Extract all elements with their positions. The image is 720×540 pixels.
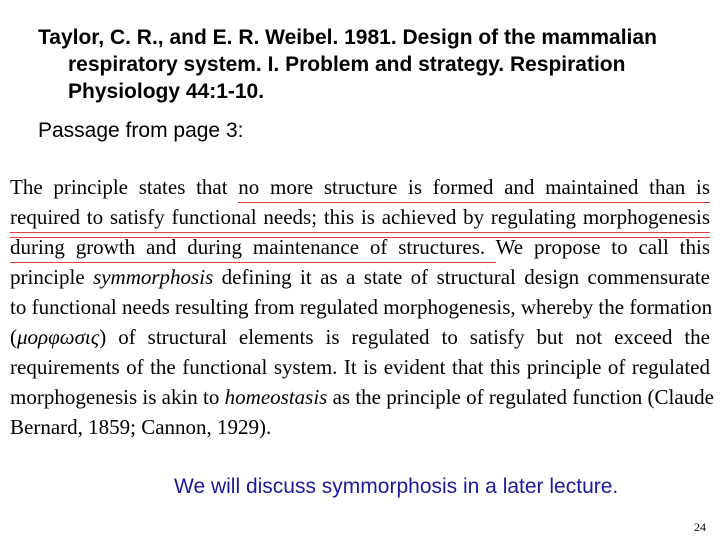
passage-scan <box>10 172 714 442</box>
passage-italic-term: μορφωσις <box>17 325 100 349</box>
passage-text: requirements of the functional system. It is evident that this principle of regulated <box>10 355 710 379</box>
lecture-note: We will discuss symmorphosis in a later lecture. <box>174 475 619 498</box>
page-number: 24 <box>694 520 706 534</box>
passage-line <box>10 412 710 442</box>
passage-line <box>10 232 710 262</box>
passage-line <box>10 352 710 382</box>
passage-line <box>10 292 713 322</box>
passage-text: as the principle of regulated function (Claude <box>327 385 714 409</box>
passage-text: Bernard, 1859; Cannon, 1929). <box>10 415 272 439</box>
passage-line <box>10 262 710 292</box>
passage-text: during growth and during maintenance of structures. We propose to call this <box>10 235 710 259</box>
passage-text: required to satisfy functional needs; this is achieved by regulating morphogenesis <box>10 205 710 229</box>
passage-italic-term: symmorphosis <box>93 265 214 289</box>
passage-line <box>10 172 710 202</box>
passage-text: ( <box>10 325 17 349</box>
passage-text: morphogenesis is akin to <box>10 385 225 409</box>
passage-label: Passage from page 3: <box>38 119 244 142</box>
citation: Taylor, C. R., and E. R. Weibel. 1981. Design of the mammalian respiratory system. I. Problem and strategy. Respiration Physiology 44:1-10. <box>38 26 657 103</box>
passage-line <box>10 382 714 412</box>
passage-text: ) of structural elements is regulated to satisfy but not exceed the <box>99 325 710 349</box>
passage-line <box>10 322 710 352</box>
passage-text: principle <box>10 265 94 289</box>
passage-text: to functional needs resulting from regulated morphogenesis, whereby the formation <box>10 295 713 319</box>
passage-italic-term: homeostasis <box>224 385 328 409</box>
passage-text: The principle states that no more structure is formed and maintained than is <box>10 175 710 199</box>
passage-line <box>10 202 710 232</box>
passage-text: defining it as a state of structural design commensurate <box>213 265 711 289</box>
